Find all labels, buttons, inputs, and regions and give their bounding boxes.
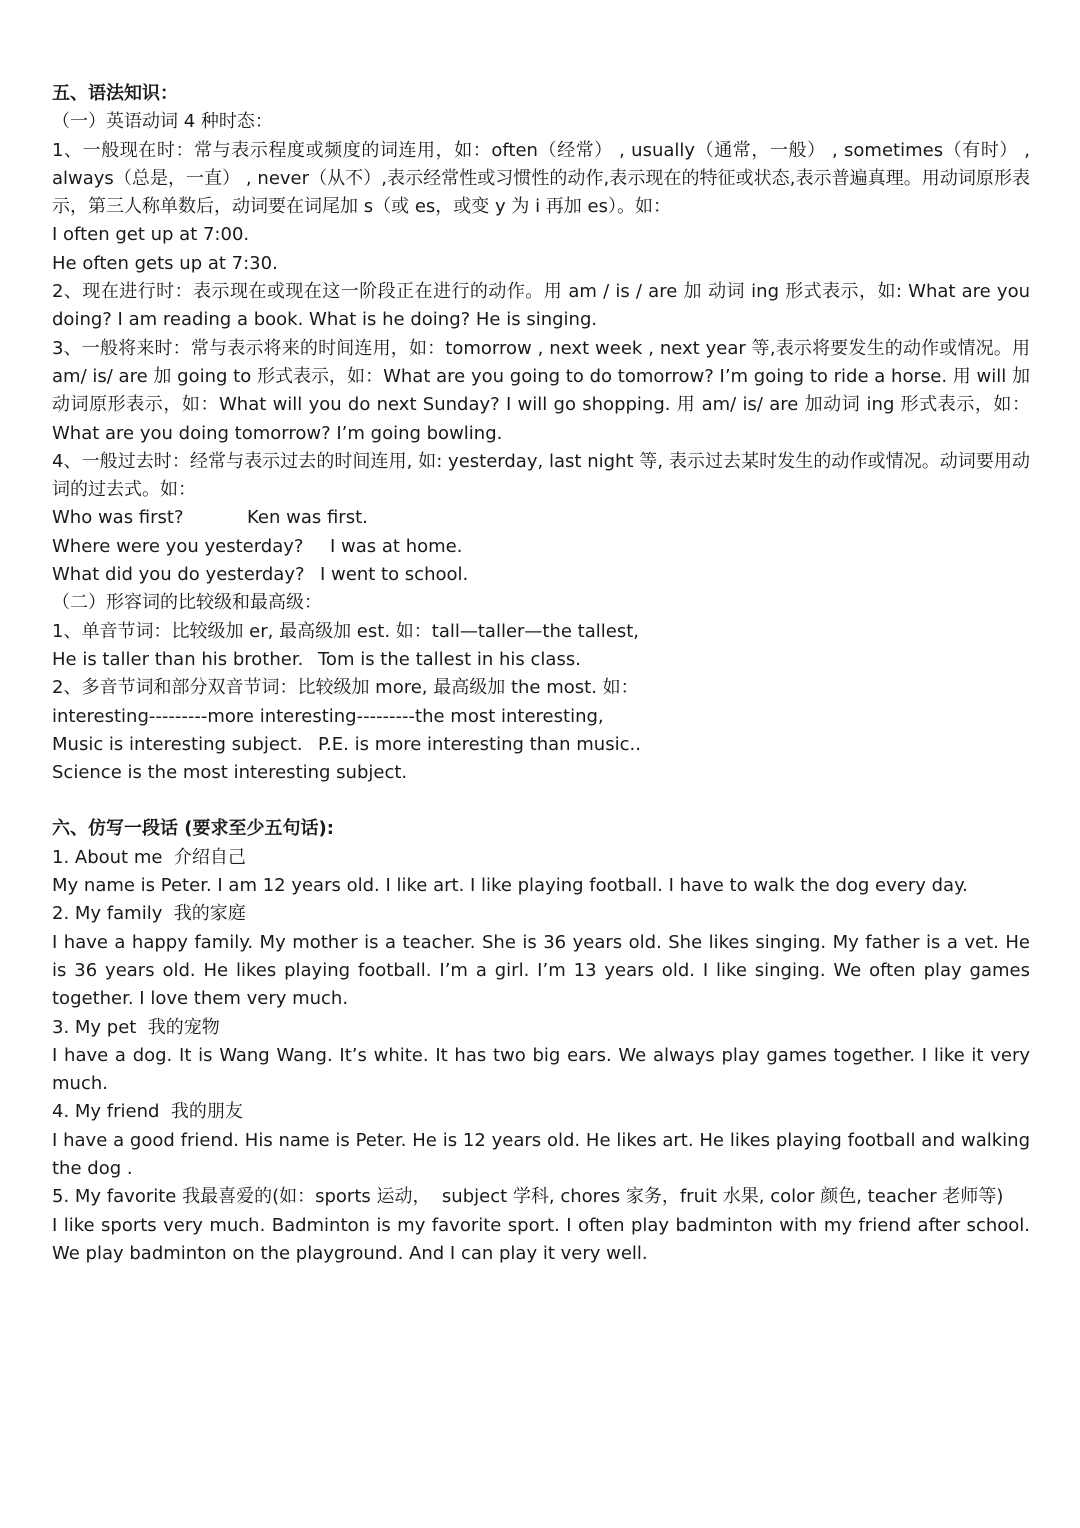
- section-spacer: [52, 787, 1030, 815]
- tense1-example-2: He often gets up at 7:30.: [52, 252, 278, 274]
- section5-heading: 五、语法知识：: [52, 83, 178, 104]
- past-example-3-question: What did you do yesterday?: [52, 564, 305, 586]
- past-example-3-answer: I went to school.: [320, 564, 469, 586]
- tense1-example-1: I often get up at 7:00.: [52, 224, 250, 246]
- past-example-2: [52, 533, 1030, 561]
- topic-5-text: I like sports very much. Badminton is my favorite sport. I often play badminton with my friend after school. We play badminton on the playground. And I can play it very well.: [52, 1214, 1036, 1264]
- topic-2-title: 2. My family 我的家庭: [52, 903, 246, 925]
- adjective-example-e: Science is the most interesting subject.: [52, 762, 408, 784]
- tense1-paragraph: 1、一般现在时：常与表示程度或频度的词连用，如：often（经常） , usually（通常，一般） , sometimes（有时） , always（总是，一直） , never（从不）,表示经常性或习惯性的动作,表示现在的特征或状态,表示普遍真理。用动词原形表示，第三人称单数后，动词要在词尾加 s（或 es，或变 y 为 i 再加 es）。如：: [52, 139, 1036, 218]
- topic-4-text: I have a good friend. His name is Peter. He is 12 years old. He likes art. He likes playing football and walking the dog .: [52, 1129, 1036, 1179]
- topic-4-title: 4. My friend 我的朋友: [52, 1101, 243, 1123]
- topic-1-text: My name is Peter. I am 12 years old. I like art. I like playing football. I have to walk the dog every day.: [52, 875, 968, 897]
- adjective-rule-2-chain: interesting---------more interesting---------the most interesting,: [52, 705, 604, 727]
- adjective-rule-2-examples: [52, 731, 1030, 759]
- section6-heading: 六、仿写一段话 (要求至少五句话):: [52, 818, 334, 840]
- part1-title: （一）英语动词 4 种时态：: [52, 111, 273, 133]
- document-page: [52, 80, 1036, 1268]
- adjective-rule-2: 2、多音节词和部分双音节词：比较级加 more, 最高级加 the most. 如：: [52, 677, 639, 699]
- adjective-example-b: Tom is the tallest in his class.: [318, 648, 581, 670]
- past-example-2-answer: I was at home.: [330, 535, 463, 557]
- tense4-paragraph: 4、一般过去时：经常与表示过去的时间连用, 如: yesterday, last night 等, 表示过去某时发生的动作或情况。动词要用动词的过去式。如：: [52, 450, 1030, 501]
- adjective-example-a: He is taller than his brother.: [52, 648, 304, 670]
- topic-3-text: I have a dog. It is Wang Wang. It’s white. It has two big ears. We always play games together. I like it very much.: [52, 1044, 1036, 1095]
- past-example-3: [52, 561, 1030, 589]
- topic-3-title: 3. My pet 我的宠物: [52, 1016, 220, 1038]
- topic-5-title: 5. My favorite 我最喜爱的(如：sports 运动， subject 学科, chores 家务，fruit 水果, color 颜色, teacher 老师等): [52, 1186, 1004, 1208]
- past-example-1: [52, 504, 1030, 532]
- past-example-2-question: Where were you yesterday?: [52, 535, 304, 557]
- tense3-paragraph: 3、一般将来时：常与表示将来的时间连用，如：tomorrow , next week , next year 等,表示将要发生的动作或情况。用 am/ is/ are 加 going to 形式表示，如：What are you going to do tomorrow? I’m going to ride a horse. 用 will 加动词原形表示，如：What will you do next Sunday? I will go shopping. 用 am/ is/ are 加动词 ing 形式表示，如：What are you doing tomorrow? I’m going bowling.: [52, 337, 1036, 444]
- topic-1-title: 1. About me 介绍自己: [52, 846, 246, 868]
- past-example-1-question: Who was first?: [52, 507, 184, 529]
- adjective-rule-1-examples: [52, 646, 1030, 674]
- adjective-rule-1: 1、单音节词：比较级加 er, 最高级加 est. 如：tall—taller—the tallest,: [52, 620, 640, 642]
- adjective-example-d: P.E. is more interesting than music..: [318, 733, 641, 755]
- past-example-1-answer: Ken was first.: [247, 507, 368, 529]
- topic-2-text: I have a happy family. My mother is a teacher. She is 36 years old. She likes singing. My father is a vet. He is 36 years old. He likes playing football. I’m a girl. I’m 13 years old. I like singing. We often play games together. I love them very much.: [52, 931, 1036, 1010]
- part2-title: （二）形容词的比较级和最高级：: [52, 592, 322, 614]
- adjective-example-c: Music is interesting subject.: [52, 733, 303, 755]
- tense2-paragraph: 2、现在进行时：表示现在或现在这一阶段正在进行的动作。用 am / is / are 加 动词 ing 形式表示，如: What are you doing? I am reading a book. What is he doing? He is singing.: [52, 281, 1036, 331]
